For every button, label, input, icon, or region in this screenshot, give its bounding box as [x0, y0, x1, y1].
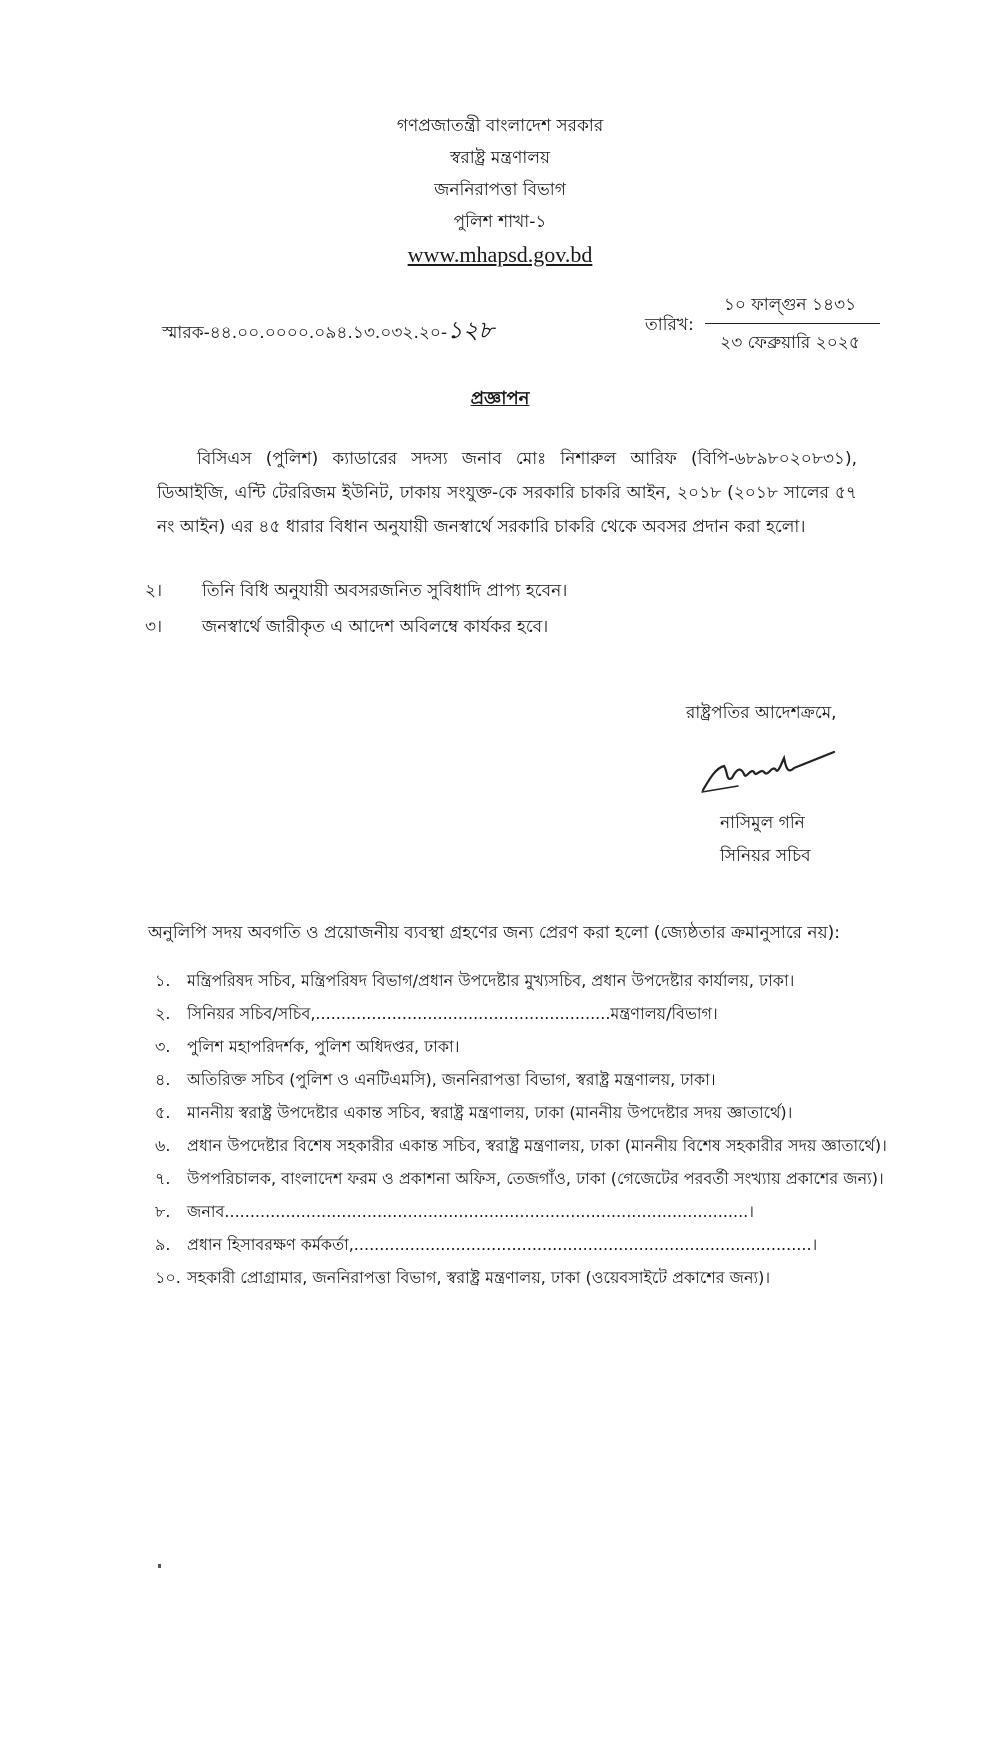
signatory-name: নাসিমুল গনি — [720, 813, 805, 833]
date-bangla: ১০ ফাল্গুন ১৪৩১ — [723, 295, 857, 315]
notification-title: প্রজ্ঞাপন — [470, 388, 530, 409]
header-branch: পুলিশ শাখা-১ — [453, 212, 547, 232]
item-2-number: ২। — [145, 581, 163, 601]
date-divider — [705, 323, 880, 324]
copy-heading: অনুলিপি সদয় অবগতি ও প্রয়োজনীয় ব্যবস্থা গ্রহণের জন্য প্রেরণ করা হলো (জ্যেষ্ঠতার ক্রমানুসারে নয়): — [148, 923, 840, 943]
list-item: ৯. প্রধান হিসাবরক্ষণ কর্মকর্তা,..........................................................................................। — [155, 1235, 818, 1254]
header-ministry: স্বরাষ্ট্র মন্ত্রণালয় — [450, 148, 550, 168]
list-item: ২. সিনিয়র সচিব/সচিব,..........................................................মন্ত্রণালয়/বিভাগ। — [155, 1004, 718, 1023]
list-item: ৮. জনাব.......................................................................................................। — [155, 1202, 754, 1221]
order-line: রাষ্ট্রপতির আদেশক্রমে, — [686, 703, 837, 723]
handwritten-signature — [698, 738, 838, 798]
header-government: গণপ্রজাতন্ত্রী বাংলাদেশ সরকার — [396, 116, 604, 136]
memo-number — [162, 312, 494, 352]
header-website-link[interactable]: www.mhapsd.gov.bd — [407, 242, 593, 267]
list-item: ১০. সহকারী প্রোগ্রামার, জননিরাপত্তা বিভাগ, স্বরাষ্ট্র মন্ত্রণালয়, ঢাকা (ওয়েবসাইটে প্রকাশের জন্য)। — [155, 1268, 771, 1287]
copy-list — [155, 964, 915, 1294]
main-paragraph: বিসিএস (পুলিশ) ক্যাডারের সদস্য জনাব মোঃ নিশারুল আরিফ (বিপি-৬৮৯৮০২০৮৩১), ডিআইজি, এন্টি টেররিজম ইউনিট, ঢাকায় সংযুক্ত-কে সরকারি চাকরি আইন, ২০১৮ (২০১৮ সালের ৫৭ নং আইন) এর ৪৫ ধারার বিধান অনুযায়ী জনস্বার্থে সরকারি চাকরি থেকে অবসর প্রদান করা হলো। — [157, 449, 857, 537]
list-item: ৫. মাননীয় স্বরাষ্ট্র উপদেষ্টার একান্ত সচিব, স্বরাষ্ট্র মন্ত্রণালয়, ঢাকা (মাননীয় উপদেষ্টার সদয় জ্ঞাতার্থে)। — [155, 1103, 793, 1122]
list-item: ৭. উপপরিচালক, বাংলাদেশ ফরম ও প্রকাশনা অফিস, তেজগাঁও, ঢাকা (গেজেটের পরবর্তী সংখ্যায় প্রকাশের জন্য)। — [155, 1169, 884, 1188]
signatory-designation: সিনিয়র সচিব — [720, 846, 811, 866]
item-3-text: জনস্বার্থে জারীকৃত এ আদেশ অবিলম্বে কার্যকর হবে। — [202, 617, 549, 637]
memo-label: স্মারক-৪৪.০০.০০০০.০৯৪.১৩.০৩২.২০- — [162, 323, 448, 343]
list-item: ১. মন্ত্রিপরিষদ সচিব, মন্ত্রিপরিষদ বিভাগ/প্রধান উপদেষ্টার মুখ্যসচিব, প্রধান উপদেষ্টার কার্যালয়, ঢাকা। — [155, 971, 795, 990]
list-item: ৩. পুলিশ মহাপরিদর্শক, পুলিশ অধিদপ্তর, ঢাকা। — [155, 1037, 460, 1056]
memo-handwritten-number: ১২৮ — [447, 318, 494, 344]
date-english: ২৩ ফেব্রুয়ারি ২০২৫ — [720, 333, 860, 353]
header-division: জননিরাপত্তা বিভাগ — [434, 180, 566, 200]
list-item: ৪. অতিরিক্ত সচিব (পুলিশ ও এনটিএমসি), জননিরাপত্তা বিভাগ, স্বরাষ্ট্র মন্ত্রণালয়, ঢাকা। — [155, 1070, 716, 1089]
list-item: ৬. প্রধান উপদেষ্টার বিশেষ সহকারীর একান্ত সচিব, স্বরাষ্ট্র মন্ত্রণালয়, ঢাকা (মাননীয় বিশেষ সহকারীর সদয় জ্ঞাতার্থে)। — [155, 1136, 887, 1155]
scan-speck — [158, 1564, 161, 1568]
item-3-number: ৩। — [145, 617, 163, 637]
date-label: তারিখ: — [645, 315, 694, 335]
item-2-text: তিনি বিধি অনুযায়ী অবসরজনিত সুবিধাদি প্রাপ্য হবেন। — [202, 581, 568, 601]
